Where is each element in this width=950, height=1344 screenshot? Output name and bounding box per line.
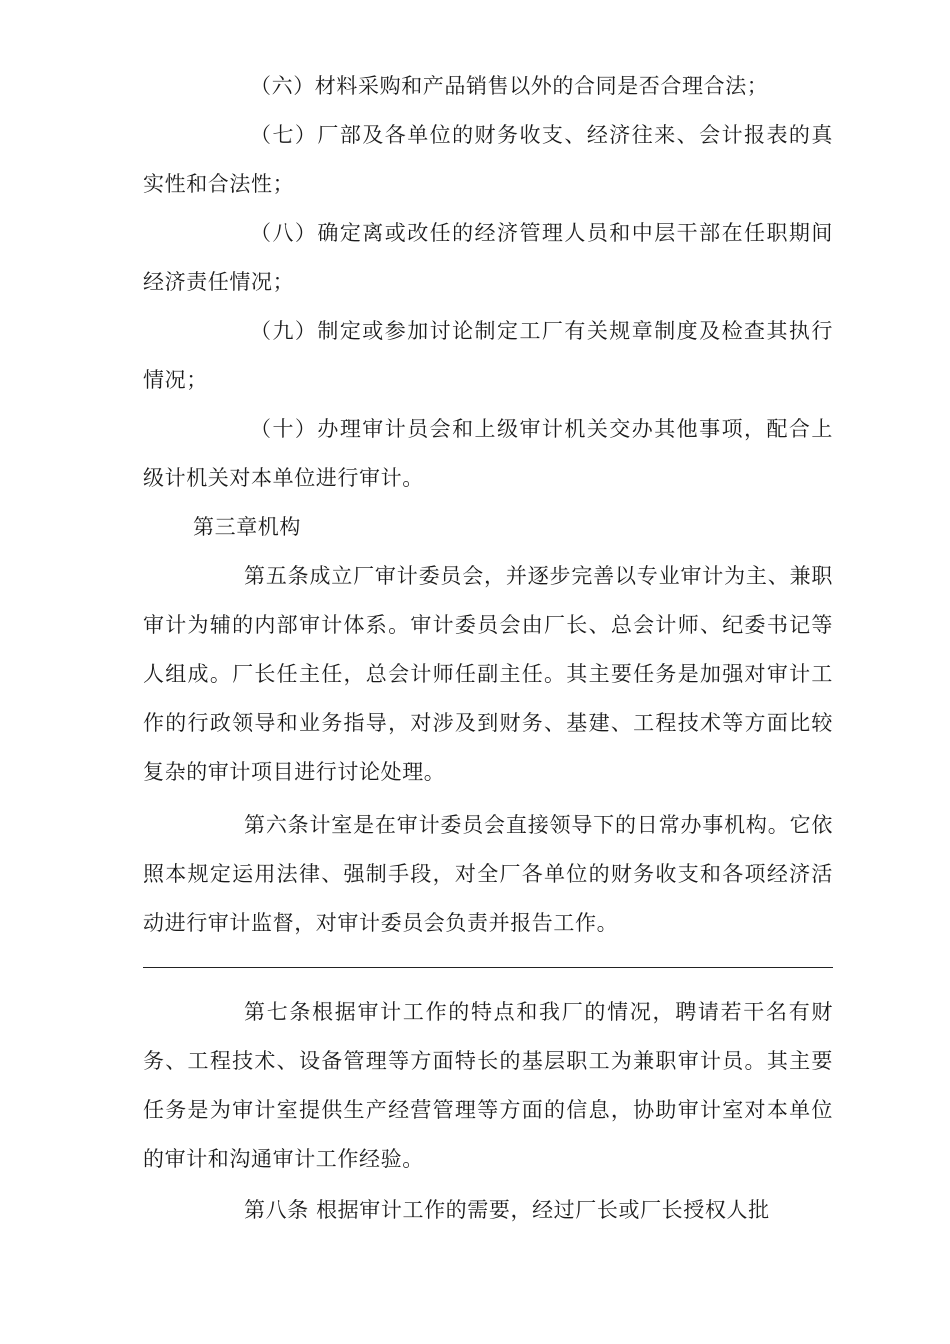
chapter-heading: 第三章机构 [193,515,301,539]
clause-9: （九）制定或参加讨论制定工厂有关规章制度及检查其执行情况； [143,319,833,392]
article-5: 第五条成立厂审计委员会，并逐步完善以专业审计为主、兼职审计为辅的内部审计体系。审计委员会由厂长、总会计师、纪委书记等人组成。厂长任主任，总会计师任副主任。其主要任务是加强对审计工作的行政领导和业务指导，对涉及到财务、基建、工程技术等方面比较复杂的审计项目进行讨论处理。 [143,564,833,784]
article-8: 第八条 根据审计工作的需要，经过厂长或厂长授权人批 [244,1198,770,1222]
clause-10: （十）办理审计员会和上级审计机关交办其他事项，配合上级计机关对本单位进行审计。 [143,417,833,490]
article-6: 第六条计室是在审计委员会直接领导下的日常办事机构。它依照本规定运用法律、强制手段，对全厂各单位的财务收支和各项经济活动进行审计监督，对审计委员会负责并报告工作。 [143,813,833,935]
article-7: 第七条根据审计工作的特点和我厂的情况，聘请若干名有财务、工程技术、设备管理等方面特长的基层职工为兼职审计员。其主要任务是为审计室提供生产经营管理等方面的信息，协助审计室对本单位的审计和沟通审计工作经验。 [143,1000,833,1171]
clause-6: （六）材料采购和产品销售以外的合同是否合理合法； [250,74,769,98]
clause-7: （七）厂部及各单位的财务收支、经济往来、会计报表的真实性和合法性； [143,123,833,196]
page-divider [143,967,833,968]
clause-8: （八）确定离或改任的经济管理人员和中层干部在任职期间经济责任情况； [143,221,833,294]
